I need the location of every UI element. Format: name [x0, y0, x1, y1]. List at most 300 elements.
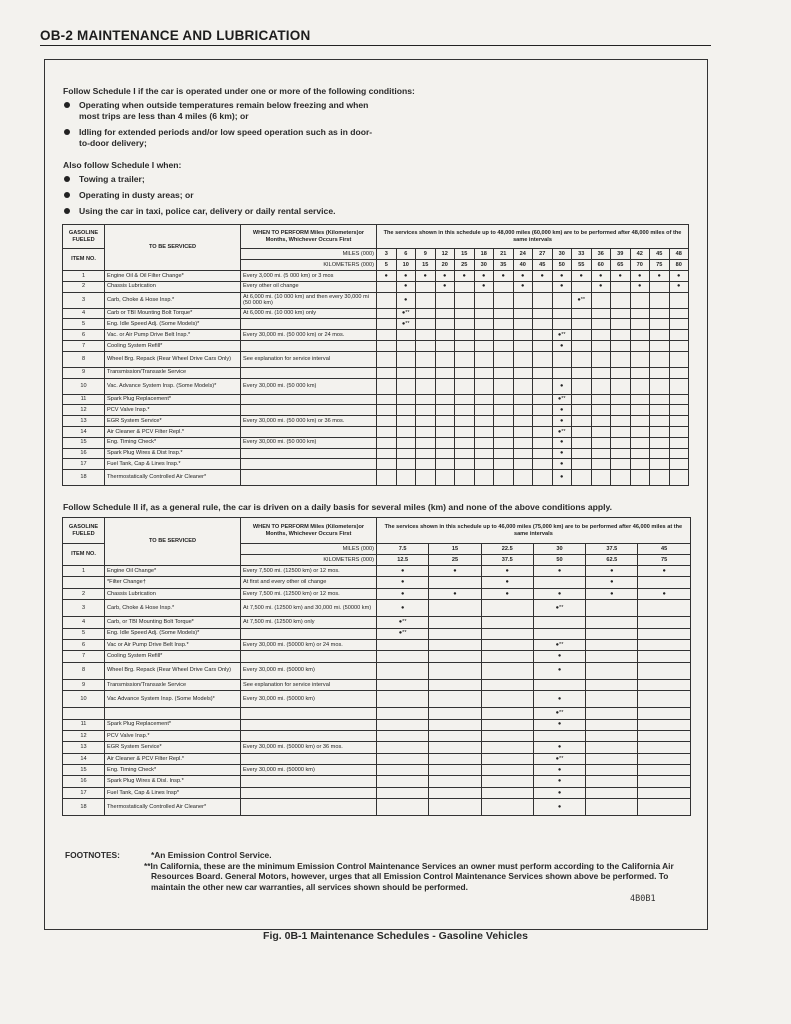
service-mark: [533, 292, 553, 308]
service-mark: [429, 662, 481, 679]
service-mark: [474, 351, 494, 367]
service-mark: ●: [669, 281, 689, 292]
service-mark: ●: [396, 292, 416, 308]
service-mark: ●: [474, 281, 494, 292]
service-mark: [586, 708, 638, 719]
service-mark: [630, 426, 650, 437]
service-mark: [474, 378, 494, 394]
service-mark: ●: [474, 271, 494, 282]
service-item: [105, 708, 241, 719]
service-mark: [533, 351, 553, 367]
item-no-header: ITEM NO.: [63, 249, 105, 271]
service-interval: [241, 405, 377, 416]
service-mark: ●: [533, 588, 585, 599]
service-mark: [513, 330, 533, 341]
service-mark: [494, 459, 514, 470]
service-mark: ●: [481, 577, 533, 588]
service-mark: ●: [533, 776, 585, 787]
table-row: [63, 691, 691, 708]
miles-value: 6: [396, 249, 416, 260]
miles-value: 36: [591, 249, 611, 260]
service-mark: [435, 292, 455, 308]
service-mark: [377, 378, 397, 394]
kilometers-value: 40: [513, 260, 533, 271]
service-mark: [455, 292, 475, 308]
service-item: Thermostatically Controlled Air Cleaner*: [105, 470, 241, 486]
service-mark: [377, 459, 397, 470]
service-item: Spark Plug Replacement*: [105, 394, 241, 405]
service-mark: ●: [552, 470, 572, 486]
service-mark: [611, 437, 631, 448]
service-mark: [429, 799, 481, 816]
service-mark: [377, 367, 397, 378]
kilometers-value: 20: [435, 260, 455, 271]
service-mark: ●: [611, 271, 631, 282]
item-number: 17: [63, 459, 105, 470]
service-mark: [533, 470, 553, 486]
condition-text: Idling for extended periods and/or low speed operation such as in door-to-door delivery;: [79, 127, 373, 148]
service-mark: [638, 639, 690, 650]
table-row: [63, 394, 689, 405]
service-interval: At first and every other oil change: [241, 577, 377, 588]
service-interval: [241, 708, 377, 719]
miles-value: 45: [650, 249, 670, 260]
service-mark: [377, 639, 429, 650]
service-mark: [572, 448, 592, 459]
service-mark: [396, 367, 416, 378]
service-mark: [481, 651, 533, 662]
miles-value: 7.5: [377, 544, 429, 555]
service-mark: [630, 367, 650, 378]
item-number: 18: [63, 470, 105, 486]
item-number: 13: [63, 742, 105, 753]
service-mark: [377, 281, 397, 292]
service-item: Vac Advance System Insp. (Some Models)*: [105, 691, 241, 708]
service-item: Fuel Tank, Cap & Lines Insp.*: [105, 459, 241, 470]
service-mark: ●: [533, 662, 585, 679]
service-mark: [435, 426, 455, 437]
service-mark: [494, 378, 514, 394]
service-mark: [533, 340, 553, 351]
service-mark: [630, 292, 650, 308]
service-interval: Every other oil change: [241, 281, 377, 292]
table-row: [63, 628, 691, 639]
miles-value: 12: [435, 249, 455, 260]
service-interval: Every 30,000 mi. (50000 km): [241, 765, 377, 776]
service-mark: ●: [630, 271, 650, 282]
service-header: TO BE SERVICED: [105, 225, 241, 271]
condition-bullet: [63, 190, 683, 201]
table-row: [63, 600, 691, 617]
service-mark: [650, 470, 670, 486]
service-mark: [611, 448, 631, 459]
kilometers-value: 5: [377, 260, 397, 271]
service-mark: ●: [669, 271, 689, 282]
service-mark: [474, 459, 494, 470]
service-mark: [455, 394, 475, 405]
service-mark: ●**: [552, 394, 572, 405]
service-mark: [586, 799, 638, 816]
service-mark: [650, 426, 670, 437]
service-mark: ●: [638, 588, 690, 599]
service-item: Vac or Air Pump Drive Belt Insp.*: [105, 639, 241, 650]
service-mark: [572, 281, 592, 292]
service-item: Vac. or Air Pump Drive Belt Insp.*: [105, 330, 241, 341]
service-item: Cooling System Refill*: [105, 651, 241, 662]
service-item: Carb, Choke & Hose Insp.*: [105, 292, 241, 308]
service-mark: [533, 367, 553, 378]
when-to-perform-header: WHEN TO PERFORM Miles (Kilometers)or Months, Whichever Occurs First: [241, 518, 377, 544]
service-mark: [494, 330, 514, 341]
service-mark: [650, 281, 670, 292]
service-mark: [429, 691, 481, 708]
service-mark: ●: [533, 787, 585, 798]
service-mark: [533, 308, 553, 319]
service-mark: [494, 448, 514, 459]
service-interval: [241, 470, 377, 486]
service-mark: [533, 330, 553, 341]
service-mark: [377, 437, 397, 448]
service-interval: At 7,500 mi. (12500 km) only: [241, 617, 377, 628]
service-mark: [638, 799, 690, 816]
service-mark: ●**: [552, 330, 572, 341]
service-mark: [611, 470, 631, 486]
service-mark: [435, 319, 455, 330]
bullet-icon: [64, 102, 70, 108]
service-mark: [377, 730, 429, 741]
service-mark: [533, 319, 553, 330]
condition-text: Operating in dusty areas; or: [79, 190, 194, 200]
service-mark: [630, 308, 650, 319]
service-mark: [481, 662, 533, 679]
table-row: [63, 753, 691, 764]
bullet-icon: [64, 192, 70, 198]
service-mark: [494, 426, 514, 437]
item-number: 7: [63, 340, 105, 351]
service-mark: [494, 292, 514, 308]
service-mark: [416, 281, 436, 292]
figure-code: 4B0B1: [630, 894, 656, 904]
service-mark: ●: [591, 281, 611, 292]
service-mark: [552, 351, 572, 367]
service-mark: [650, 378, 670, 394]
table-row: [63, 470, 689, 486]
service-mark: ●: [586, 588, 638, 599]
service-mark: ●: [377, 577, 429, 588]
service-interval: Every 30,000 mi. (50000 km) or 36 mos.: [241, 742, 377, 753]
service-mark: [586, 753, 638, 764]
service-mark: ●**: [396, 319, 416, 330]
service-mark: [429, 787, 481, 798]
table-row: [63, 730, 691, 741]
service-interval: [241, 753, 377, 764]
service-mark: [552, 367, 572, 378]
footnote-2: **In California, these are the minimum Emission Control Maintenance Services an owner must perform according to the California Air Resources Board. General Motors, however, urges that all Emission Control Maintenance Services shown above be performed. To maintain the other new car warranties, all services shown should be performed.: [144, 860, 674, 892]
service-mark: [377, 753, 429, 764]
service-mark: ●**: [533, 639, 585, 650]
service-mark: [638, 765, 690, 776]
service-mark: [630, 405, 650, 416]
service-mark: [650, 351, 670, 367]
service-mark: [591, 394, 611, 405]
service-mark: ●: [650, 271, 670, 282]
service-mark: [630, 319, 650, 330]
service-mark: [572, 378, 592, 394]
service-mark: [611, 330, 631, 341]
service-mark: [377, 799, 429, 816]
service-mark: [669, 378, 689, 394]
service-mark: [429, 719, 481, 730]
service-mark: [611, 426, 631, 437]
service-mark: [669, 340, 689, 351]
service-mark: [611, 292, 631, 308]
service-mark: [630, 437, 650, 448]
service-mark: [630, 470, 650, 486]
service-mark: [611, 308, 631, 319]
service-mark: [572, 459, 592, 470]
service-mark: ●**: [533, 600, 585, 617]
kilometers-value: 60: [591, 260, 611, 271]
table-row: [63, 776, 691, 787]
service-mark: [455, 351, 475, 367]
miles-label: MILES (000): [241, 544, 377, 555]
kilometers-value: 45: [533, 260, 553, 271]
service-mark: [650, 292, 670, 308]
item-number: [63, 708, 105, 719]
item-number: 16: [63, 776, 105, 787]
service-mark: [481, 719, 533, 730]
service-mark: [455, 405, 475, 416]
miles-value: 45: [638, 544, 690, 555]
service-mark: [435, 378, 455, 394]
service-mark: [591, 405, 611, 416]
service-mark: [396, 426, 416, 437]
service-item: Spark Plug Wires & Disl. Insp.*: [105, 776, 241, 787]
service-mark: [481, 600, 533, 617]
service-mark: [630, 330, 650, 341]
service-mark: [435, 448, 455, 459]
service-mark: ●: [552, 437, 572, 448]
service-mark: [513, 405, 533, 416]
service-mark: [669, 308, 689, 319]
item-number: 15: [63, 437, 105, 448]
service-mark: [630, 378, 650, 394]
kilometers-value: 80: [669, 260, 689, 271]
service-mark: [396, 405, 416, 416]
table-row: [63, 577, 691, 588]
service-item: Wheel Brg. Repack (Rear Wheel Drive Cars Only): [105, 662, 241, 679]
kilometers-value: 75: [638, 555, 690, 566]
service-item: PCV Valve Insp.*: [105, 405, 241, 416]
service-mark: [572, 308, 592, 319]
service-mark: [513, 448, 533, 459]
miles-value: 21: [494, 249, 514, 260]
service-interval: [241, 776, 377, 787]
service-mark: [533, 281, 553, 292]
service-mark: [396, 416, 416, 427]
service-mark: [377, 662, 429, 679]
service-mark: [455, 340, 475, 351]
service-mark: [396, 394, 416, 405]
service-mark: [435, 330, 455, 341]
condition-text: Using the car in taxi, police car, delivery or daily rental service.: [79, 206, 336, 216]
service-mark: [638, 600, 690, 617]
service-mark: [494, 319, 514, 330]
service-mark: [586, 691, 638, 708]
service-mark: [396, 437, 416, 448]
kilometers-label: KILOMETERS (000): [241, 260, 377, 271]
item-number: 2: [63, 281, 105, 292]
item-number: 15: [63, 765, 105, 776]
service-mark: [455, 367, 475, 378]
service-item: Eng. Timing Check*: [105, 765, 241, 776]
service-mark: [416, 416, 436, 427]
service-mark: ●: [435, 271, 455, 282]
item-number: 1: [63, 271, 105, 282]
service-mark: [533, 459, 553, 470]
service-mark: ●: [552, 405, 572, 416]
service-mark: [650, 367, 670, 378]
kilometers-value: 10: [396, 260, 416, 271]
service-mark: [455, 416, 475, 427]
service-interval: [241, 426, 377, 437]
schedule-note: The services shown in this schedule up to 48,000 miles (60,000 km) are to be performed after 48,000 miles of the same intervals: [377, 225, 689, 249]
service-mark: [494, 437, 514, 448]
table-row: [63, 708, 691, 719]
service-mark: ●: [552, 459, 572, 470]
service-interval: [241, 319, 377, 330]
service-item: PCV Valve Insp.*: [105, 730, 241, 741]
service-mark: [455, 319, 475, 330]
table-row: [63, 426, 689, 437]
service-interval: [241, 394, 377, 405]
service-mark: [638, 753, 690, 764]
service-interval: At 6,000 mi. (10 000 km) and then every 30,000 mi (50 000 km): [241, 292, 377, 308]
service-mark: [533, 730, 585, 741]
service-mark: [669, 416, 689, 427]
service-mark: [650, 437, 670, 448]
service-mark: [416, 319, 436, 330]
service-mark: [416, 459, 436, 470]
service-item: Carb or TBI Mounting Bolt Torque*: [105, 308, 241, 319]
service-mark: [513, 437, 533, 448]
service-mark: ●**: [396, 308, 416, 319]
service-mark: [416, 330, 436, 341]
service-mark: [586, 651, 638, 662]
kilometers-value: 50: [533, 555, 585, 566]
figure-caption: Fig. 0B-1 Maintenance Schedules - Gasoline Vehicles: [263, 930, 528, 942]
service-mark: [455, 470, 475, 486]
service-mark: [572, 426, 592, 437]
service-interval: Every 7,500 mi. (12500 km) or 12 mos.: [241, 588, 377, 599]
service-mark: [377, 708, 429, 719]
table-row: [63, 765, 691, 776]
table-row: [63, 405, 689, 416]
service-mark: [481, 691, 533, 708]
service-interval: [241, 799, 377, 816]
service-mark: [481, 799, 533, 816]
service-mark: [638, 776, 690, 787]
miles-value: 9: [416, 249, 436, 260]
miles-value: 15: [455, 249, 475, 260]
service-mark: [474, 394, 494, 405]
table-row: [63, 566, 691, 577]
service-mark: ●: [586, 577, 638, 588]
table-row: [63, 351, 689, 367]
table-row: [63, 416, 689, 427]
service-mark: [586, 776, 638, 787]
service-mark: [481, 617, 533, 628]
condition-bullet: [63, 100, 683, 122]
miles-value: 30: [533, 544, 585, 555]
item-number: 6: [63, 639, 105, 650]
service-mark: [429, 577, 481, 588]
service-mark: [572, 351, 592, 367]
service-mark: [481, 730, 533, 741]
item-number: 12: [63, 730, 105, 741]
service-mark: [455, 281, 475, 292]
service-mark: ●**: [533, 708, 585, 719]
service-mark: [669, 448, 689, 459]
kilometers-value: 50: [552, 260, 572, 271]
miles-value: 48: [669, 249, 689, 260]
service-mark: ●: [552, 281, 572, 292]
service-mark: ●: [552, 271, 572, 282]
service-mark: [533, 405, 553, 416]
service-mark: [552, 308, 572, 319]
service-mark: [435, 340, 455, 351]
service-mark: [429, 628, 481, 639]
service-mark: [669, 426, 689, 437]
service-mark: [494, 416, 514, 427]
service-mark: [513, 292, 533, 308]
service-mark: ●: [455, 271, 475, 282]
service-mark: [611, 367, 631, 378]
service-mark: [650, 319, 670, 330]
table-row: [63, 588, 691, 599]
service-mark: [669, 394, 689, 405]
service-mark: [429, 651, 481, 662]
service-mark: [455, 448, 475, 459]
item-number: 7: [63, 651, 105, 662]
service-mark: ●**: [533, 753, 585, 764]
service-mark: [650, 405, 670, 416]
service-mark: [533, 448, 553, 459]
item-number: 10: [63, 691, 105, 708]
service-mark: ●: [533, 271, 553, 282]
item-number: 3: [63, 292, 105, 308]
service-mark: [669, 437, 689, 448]
service-mark: ●: [481, 588, 533, 599]
kilometers-value: 75: [650, 260, 670, 271]
service-mark: [586, 617, 638, 628]
service-mark: [572, 340, 592, 351]
kilometers-value: 15: [416, 260, 436, 271]
fuel-type-header: GASOLINE FUELED: [63, 518, 105, 544]
table-row: [63, 271, 689, 282]
service-mark: [572, 437, 592, 448]
service-mark: [474, 416, 494, 427]
service-mark: [416, 426, 436, 437]
service-mark: [611, 405, 631, 416]
miles-value: 39: [611, 249, 631, 260]
table-row: [63, 639, 691, 650]
service-mark: [435, 416, 455, 427]
service-item: Transmission/Transaxle Service: [105, 679, 241, 690]
service-mark: [630, 448, 650, 459]
item-number: 12: [63, 405, 105, 416]
service-interval: [241, 340, 377, 351]
